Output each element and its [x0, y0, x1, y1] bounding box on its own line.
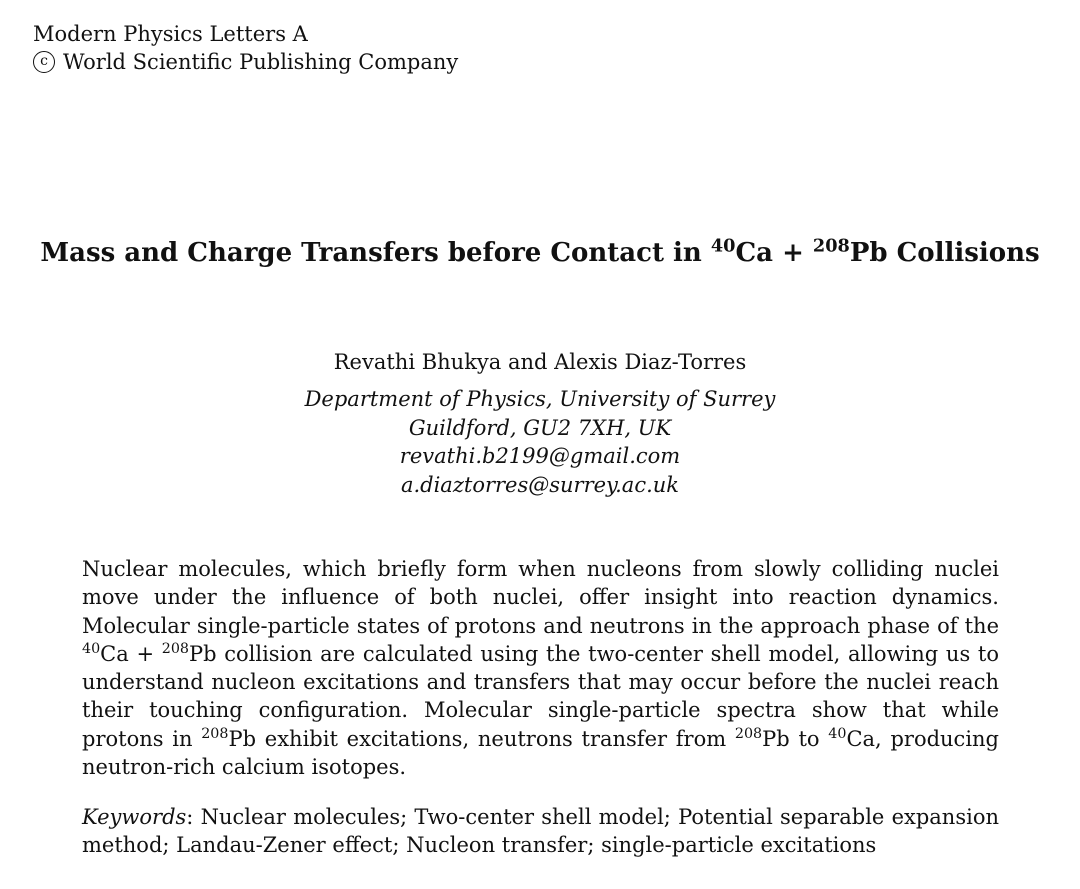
affiliation-block	[0, 385, 1080, 499]
journal-header	[33, 20, 458, 76]
copyright-line	[33, 48, 458, 76]
author-list: Revathi Bhukya and Alexis Diaz-Torres	[333, 350, 747, 374]
isotope-mass: 208	[734, 725, 763, 742]
title-text-2: Collisions	[887, 238, 1040, 268]
email-link[interactable]: a.diaztorres@surrey.ac.uk	[400, 472, 680, 497]
copyright-icon: c	[33, 51, 55, 73]
paper-title	[0, 236, 1080, 270]
address: Guildford, GU2 7XH, UK	[408, 415, 672, 440]
isotope-symbol: Pb	[228, 726, 257, 751]
isotope-mass: 208	[161, 641, 189, 658]
isotope-symbol: Ca	[846, 726, 876, 751]
isotope-symbol: Ca	[100, 641, 129, 666]
isotope-mass: 40	[828, 725, 847, 742]
isotope-symbol: Pb	[188, 641, 217, 666]
abstract	[82, 555, 999, 781]
abstract-text: to	[789, 726, 829, 751]
publisher-name: World Scientific Publishing Company	[63, 50, 459, 74]
isotope-mass: 208	[201, 725, 229, 742]
title-pb-symbol: Pb	[849, 238, 888, 268]
abstract-text: collision are calculated using the two-center shell model, allowing us to understand nucleon excitations and transfers that may occur before the nuclei reach their touching configuration. Molecular single-particle spectra show that while protons in	[82, 641, 1000, 751]
abstract-text: exhibit excitations, neutrons transfer from	[256, 726, 735, 751]
title-ca-mass: 40	[710, 235, 736, 257]
title-pb-mass: 208	[812, 235, 850, 257]
plus-sign: +	[128, 641, 162, 666]
keywords-label: Keywords	[82, 805, 187, 829]
keywords-text: Nuclear molecules; Two-center shell model; Potential separable expansion method; Landau-Zener effect; Nucleon transfer; single-particle excitations	[82, 805, 999, 858]
keywords-separator: :	[186, 805, 201, 829]
keywords	[82, 803, 999, 860]
abstract-text: , producing neutron-rich calcium isotopes.	[82, 726, 1000, 780]
title-plus: +	[773, 238, 813, 268]
journal-name: Modern Physics Letters A	[33, 22, 308, 46]
isotope-mass: 40	[82, 641, 101, 658]
isotope-symbol: Pb	[762, 726, 790, 751]
title-ca-symbol: Ca	[735, 238, 774, 268]
title-text-1: Mass and Charge Transfers before Contact in	[40, 238, 711, 268]
department: Department of Physics, University of Surrey	[304, 387, 776, 411]
abstract-text: Nuclear molecules, which briefly form when nucleons from slowly colliding nuclei move under the influence of both nuclei, offer insight into reaction dynamics. Molecular single-particle states of protons and neutrons in the approach phase of the	[82, 557, 999, 638]
email-link[interactable]: revathi.b2199@gmail.com	[399, 444, 681, 468]
